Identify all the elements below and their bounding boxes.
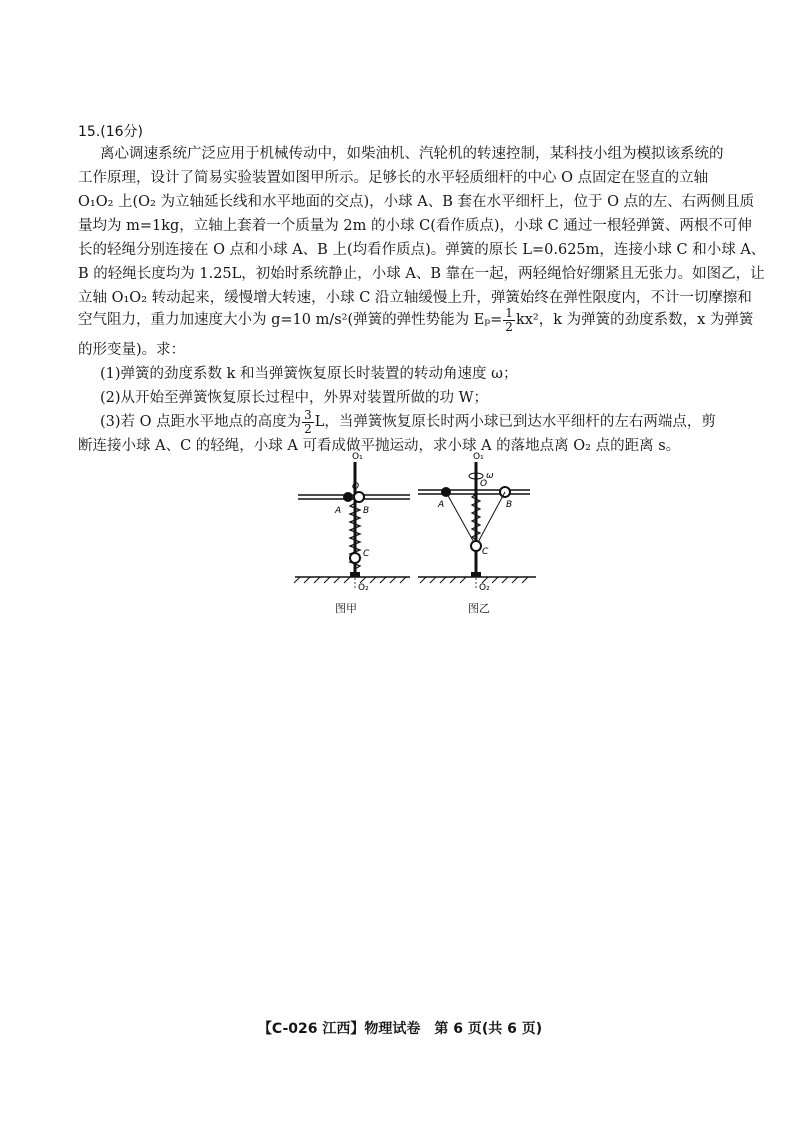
problem-intro-line-4: 量均为 m=1kg，立轴上套着一个质量为 2m 的小球 C(看作质点)，小球 C 通过一根轻弹簧、两根不可伸 [78,218,752,234]
left-label-c: C [363,549,370,559]
problem-intro-line-9: 的形变量)。求： [78,342,186,358]
right-rope-bc [476,492,505,546]
height-fraction [302,409,314,436]
right-rope-ac [446,492,476,546]
problem-intro-line-8 [78,306,753,334]
figure-area [270,450,560,620]
problem-intro-line-2: 工作原理，设计了简易实验装置如图甲所示。足够长的水平轻质细杆的中心 O 点固定在竖直的立轴 [78,170,709,186]
problem-intro-line-6: B 的轻绳长度均为 1.25L，初始时系统静止，小球 A、B 靠在一起，两轻绳恰好绷紧且无张力。如图乙，让 [78,266,765,282]
fraction-denominator: 2 [505,319,513,334]
left-label-b: B [363,506,370,516]
problem-intro-line-1: 离心调速系统广泛应用于机械传动中，如柴油机、汽轮机的转速控制，某科技小组为模拟该系统的 [100,146,724,162]
fraction-numerator: 1 [505,305,513,320]
right-label-b: B [506,500,513,510]
q3-fraction-denominator: 2 [304,421,312,436]
problem-intro-line-5: 长的轻绳分别连接在 O 点和小球 A、B 上(均看作质点)。弹簧的原长 L=0.625m，连接小球 C 和小球 A、 [78,242,766,258]
right-label-o2: O₂ [479,583,490,593]
left-ball-a [343,492,353,502]
question-3-main [100,408,716,436]
problem-heading: 15.(16分) [78,124,144,140]
right-label-omega: ω [486,471,494,481]
right-label-o: O [480,479,488,489]
left-ball-c [350,553,360,563]
left-ball-b [354,492,364,502]
q3-text-before: (3)若 O 点距水平地点的高度为 [100,414,302,430]
q3-fraction-numerator: 3 [304,407,312,422]
elastic-energy-fraction [503,307,515,334]
figure-left-diagram [280,450,410,595]
left-label-o: O [352,482,360,492]
right-label-o1: O₁ [473,452,484,462]
left-ground-hatch [294,577,406,583]
right-label-c: C [482,547,489,557]
right-label-a: A [438,500,445,510]
caption-figure-right: 图乙 [468,602,490,615]
figure-right-diagram [418,450,553,595]
right-ball-c [471,541,481,551]
problem-intro-line-7: 立轴 O₁O₂ 转动起来，缓慢增大转速，小球 C 沿立轴缓慢上升，弹簧始终在弹性限度内，不计一切摩擦和 [78,290,752,306]
line8-text-before: 空气阻力，重力加速度大小为 g=10 m/s²(弹簧的弹性势能为 Eₚ= [78,312,503,328]
left-label-o2: O₂ [358,583,369,593]
right-ground-hatch [420,577,528,583]
q3-text-after: L，当弹簧恢复原长时两小球已到达水平细杆的左右两端点，剪 [314,414,716,430]
question-3-continuation: 断连接小球 A、C 的轻绳，小球 A 可看成做平抛运动，求小球 A 的落地点离 O₂ 点的距离 s。 [78,438,681,454]
problem-intro-line-3: O₁O₂ 上(O₂ 为立轴延长线和水平地面的交点)，小球 A、B 套在水平细杆上，位于 O 点的左、右两侧且质 [78,194,755,210]
line8-text-after: kx²，k 为弹簧的劲度系数，x 为弹簧 [515,312,754,328]
left-label-a: A [335,506,342,516]
caption-figure-left: 图甲 [335,602,357,615]
question-1: (1)弹簧的劲度系数 k 和当弹簧恢复原长时装置的转动角速度 ω； [100,366,518,382]
page-footer: 【C-026 江西】物理试卷 第 6 页(共 6 页) [257,1021,543,1037]
left-label-o1: O₁ [352,452,363,462]
question-2: (2)从开始至弹簧恢复原长过程中，外界对装置所做的功 W； [100,390,489,406]
